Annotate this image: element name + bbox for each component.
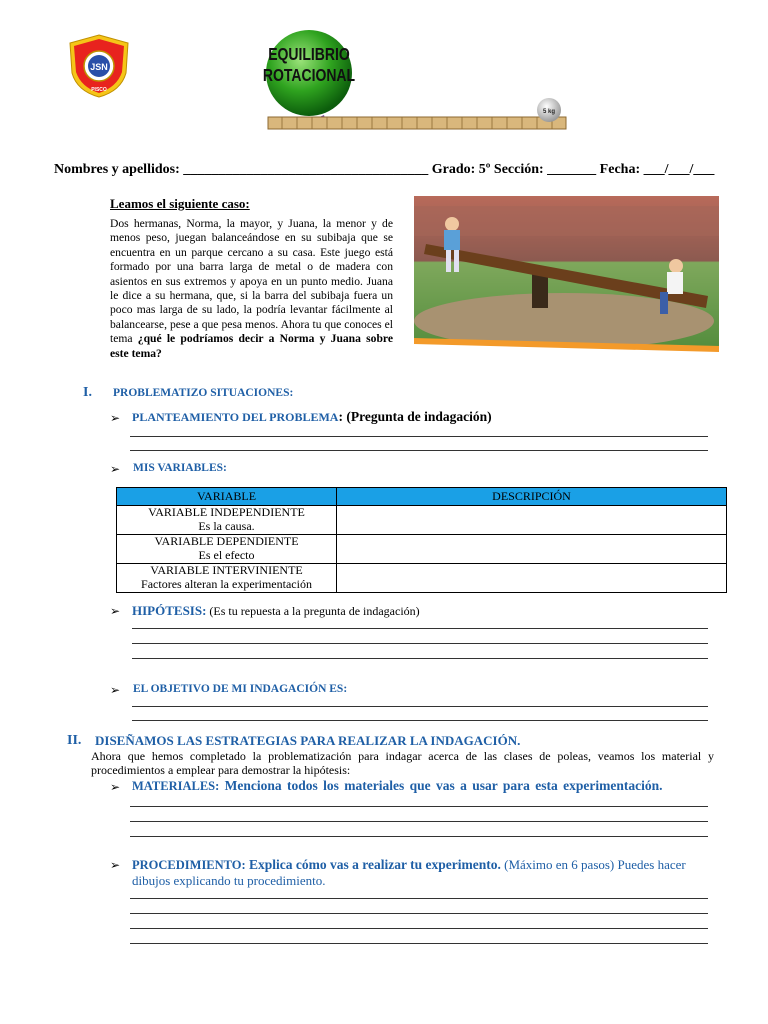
variable-desc: Factores alteran la experimentación <box>141 576 312 591</box>
objective-label: EL OBJETIVO DE MI INDAGACIÓN ES: <box>133 683 348 695</box>
answer-line[interactable] <box>130 898 708 899</box>
bullet-arrow-icon: ➢ <box>110 462 121 476</box>
bullet-arrow-icon: ➢ <box>110 411 121 425</box>
title-seesaw-graphic <box>262 25 572 138</box>
answer-line[interactable] <box>130 436 708 437</box>
variable-name: VARIABLE DEPENDIENTE <box>154 534 299 548</box>
variable-desc: Es el efecto <box>198 547 255 562</box>
answer-line[interactable] <box>132 628 708 629</box>
school-crest-logo <box>66 33 132 99</box>
weight-label: 5 kg <box>542 109 556 115</box>
student-info-row[interactable]: Nombres y apellidos: ___________________________________ Grado: 5º Sección: _______ Fecha: ___/___/___ <box>54 162 715 177</box>
bullet-arrow-icon: ➢ <box>110 604 121 618</box>
procedure-bold: Explica cómo vas a realizar tu experimento. <box>245 857 501 872</box>
procedure-heading <box>132 857 722 889</box>
title-line2: ROTACIONAL <box>262 66 356 86</box>
answer-line[interactable] <box>130 943 708 944</box>
logo-initials: JSN <box>90 62 108 72</box>
problem-sep: : <box>338 409 343 424</box>
bullet-arrow-icon: ➢ <box>110 858 121 872</box>
variables-label: MIS VARIABLES: <box>133 462 227 474</box>
bullet-arrow-icon: ➢ <box>110 780 121 794</box>
case-question: ¿qué le podríamos decir a Norma y Juana sobre este tema? <box>110 332 393 360</box>
problem-statement-label <box>132 409 492 425</box>
answer-line[interactable] <box>132 658 708 659</box>
description-cell[interactable] <box>337 506 727 535</box>
answer-line[interactable] <box>130 913 708 914</box>
case-body: Dos hermanas, Norma, la mayor, y Juana, la menor y de menos peso, juegan balanceándose en su subibaja que se encuentra en un parque cercano a su casa. Este juego está formado por una barra larga de metal o de madera con asientos en sus extremos y apoya en un punto medio. Juana le dice a su hermana, que, si la barra del subibaja fuera un poco mas larga de su lado, la podría levantar fácilmente al balancearse, pese a que pesa menos. Ahora tu que conoces el tema <box>110 217 393 346</box>
description-cell[interactable] <box>337 564 727 593</box>
variable-cell <box>117 564 337 593</box>
answer-line[interactable] <box>130 836 708 837</box>
title-line1: EQUILIBRIO <box>268 45 350 65</box>
materials-heading <box>132 778 712 794</box>
logo-bottom-text: PISCO <box>91 87 107 93</box>
answer-line[interactable] <box>132 706 708 707</box>
materials-label: MATERIALES: <box>132 779 220 793</box>
problem-hint: (Pregunta de indagación) <box>342 409 492 424</box>
description-cell[interactable] <box>337 535 727 564</box>
answer-line[interactable] <box>130 928 708 929</box>
section2-intro: Ahora que hemos completado la problematización para indagar acerca de las clases de poleas, veamos los material y procedimientos a emplear para demostrar la hipótesis: <box>91 749 714 777</box>
variables-table <box>116 487 727 593</box>
section2-title: DISEÑAMOS LAS ESTRATEGIAS PARA REALIZAR LA INDAGACIÓN. <box>95 733 521 748</box>
variable-cell <box>117 535 337 564</box>
section1-title: PROBLEMATIZO SITUACIONES: <box>113 387 294 399</box>
problem-label: PLANTEAMIENTO DEL PROBLEMA <box>132 410 339 424</box>
variable-desc: Es la causa. <box>198 518 255 533</box>
seesaw-photo <box>414 196 719 358</box>
answer-line[interactable] <box>130 450 708 451</box>
hypothesis-hint: (Es tu repuesta a la pregunta de indagación) <box>206 604 420 618</box>
table-row <box>117 506 727 535</box>
table-header-variable: VARIABLE <box>117 488 337 506</box>
bullet-arrow-icon: ➢ <box>110 683 121 697</box>
materials-text: Menciona todos los materiales que vas a usar para esta experimentación. <box>219 778 663 793</box>
variable-name: VARIABLE INDEPENDIENTE <box>148 505 305 519</box>
section1-number: I. <box>83 385 92 400</box>
answer-line[interactable] <box>132 643 708 644</box>
variable-name: VARIABLE INTERVINIENTE <box>150 563 303 577</box>
hypothesis-label: HIPÓTESIS: <box>132 603 207 618</box>
answer-line[interactable] <box>130 806 708 807</box>
answer-line[interactable] <box>130 821 708 822</box>
table-header-description: DESCRIPCIÓN <box>337 488 727 506</box>
case-title: Leamos el siguiente caso: <box>110 196 250 211</box>
variable-cell <box>117 506 337 535</box>
procedure-label: PROCEDIMIENTO: <box>132 858 246 872</box>
section2-number: II. <box>67 733 82 748</box>
hypothesis-heading <box>132 603 420 619</box>
answer-line[interactable] <box>132 720 708 721</box>
table-row <box>117 535 727 564</box>
table-row <box>117 564 727 593</box>
case-text <box>110 217 393 361</box>
procedure-hint: (Máximo en 6 pasos) Puedes hacer dibujos explicando tu procedimiento. <box>132 857 686 888</box>
